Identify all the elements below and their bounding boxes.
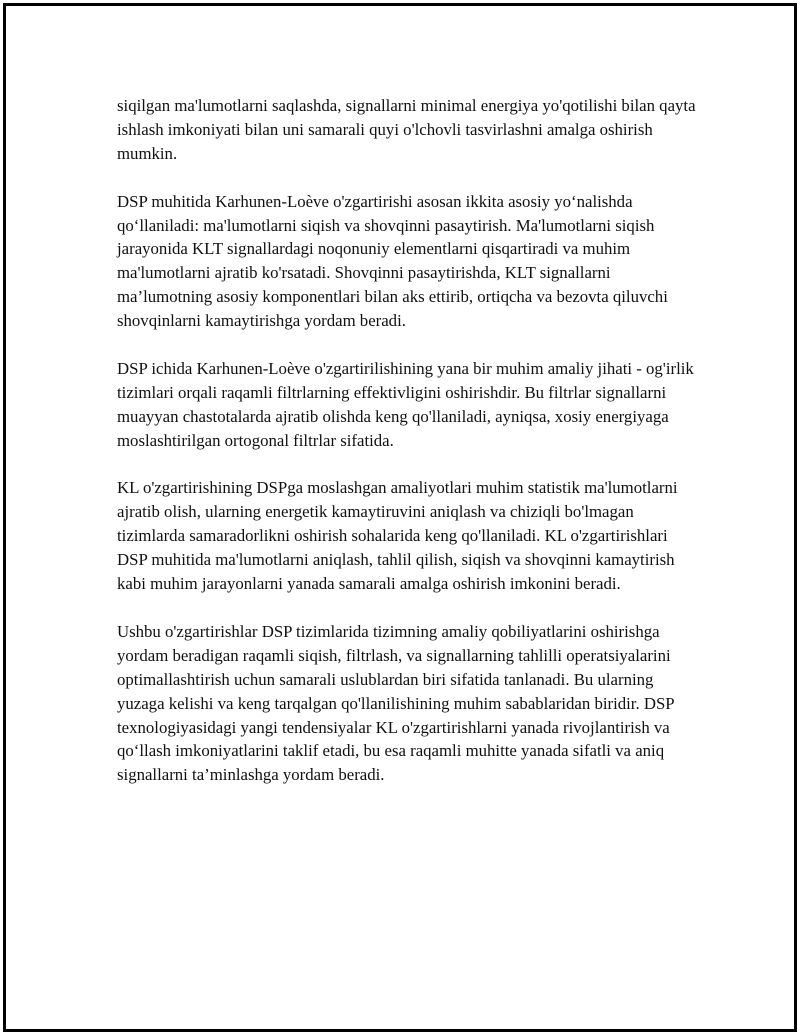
paragraph-1: siqilgan ma'lumotlarni saqlashda, signallarni minimal energiya yo'qotilishi bilan qayta ishlash imkoniyati bilan uni samarali quyi o'lchovli tasvirlashni amalga oshirish mumkin. [117,96,696,163]
paragraph-2: DSP muhitida Karhunen-Loève o'zgartirishi asosan ikkita asosiy yo‘nalishda qo‘llaniladi: ma'lumotlarni siqish va shovqinni pasaytirish. Ma'lumotlarni siqish jarayonida KLT signallardagi noqonuniy elementlarni qisqartiradi va muhim ma'lumotlarni ajratib ko'rsatadi. Shovqinni pasaytirishda, KLT signallarni ma’lumotning asosiy komponentlari bilan aks ettirib, ortiqcha va bezovta qiluvchi shovqinlarni kamaytirishga yordam beradi. [117,191,668,331]
document-body [117,94,697,811]
paragraph-3: DSP ichida Karhunen-Loève o'zgartirilishining yana bir muhim amaliy jihati - og'irlik tizimlari orqali raqamli filtrlarning effektivligini oshirishdir. Bu filtrlar signallarni muayyan chastotalarda ajratib olishda keng qo'llaniladi, ayniqsa, xosiy energiyaga moslashtirilgan ortogonal filtrlar sifatida. [117,358,694,450]
paragraph-4: KL o'zgartirishining DSPga moslashgan amaliyotlari muhim statistik ma'lumotlarni ajratib olish, ularning energetik kamaytiruvini aniqlash va chiziqli bo'lmagan tizimlarda samaradorlikni oshirish sohalarida keng qo'llaniladi. KL o'zgartirishlari DSP muhitida ma'lumotlarni aniqlash, tahlil qilish, siqish va shovqinni kamaytirish kabi muhim jarayonlarni yanada samarali amalga oshirish imkonini beradi. [117,478,678,594]
paragraph-5: Ushbu o'zgartirishlar DSP tizimlarida tizimning amaliy qobiliyatlarini oshirishga yordam beradigan raqamli siqish, filtrlash, va signallarning tahlilli operatsiyalarini optimallashtirish uchun samarali uslublardan biri sifatida tanlanadi. Bu ularning yuzaga kelishi va keng tarqalgan qo'llanilishining muhim sabablaridan biridir. DSP texnologiyasidagi yangi tendensiyalar KL o'zgartirishlarni yanada rivojlantirish va qo‘llash imkoniyatlarini taklif etadi, bu esa raqamli muhitte yanada sifatli va aniq signallarni ta’minlashga yordam beradi. [117,621,675,785]
